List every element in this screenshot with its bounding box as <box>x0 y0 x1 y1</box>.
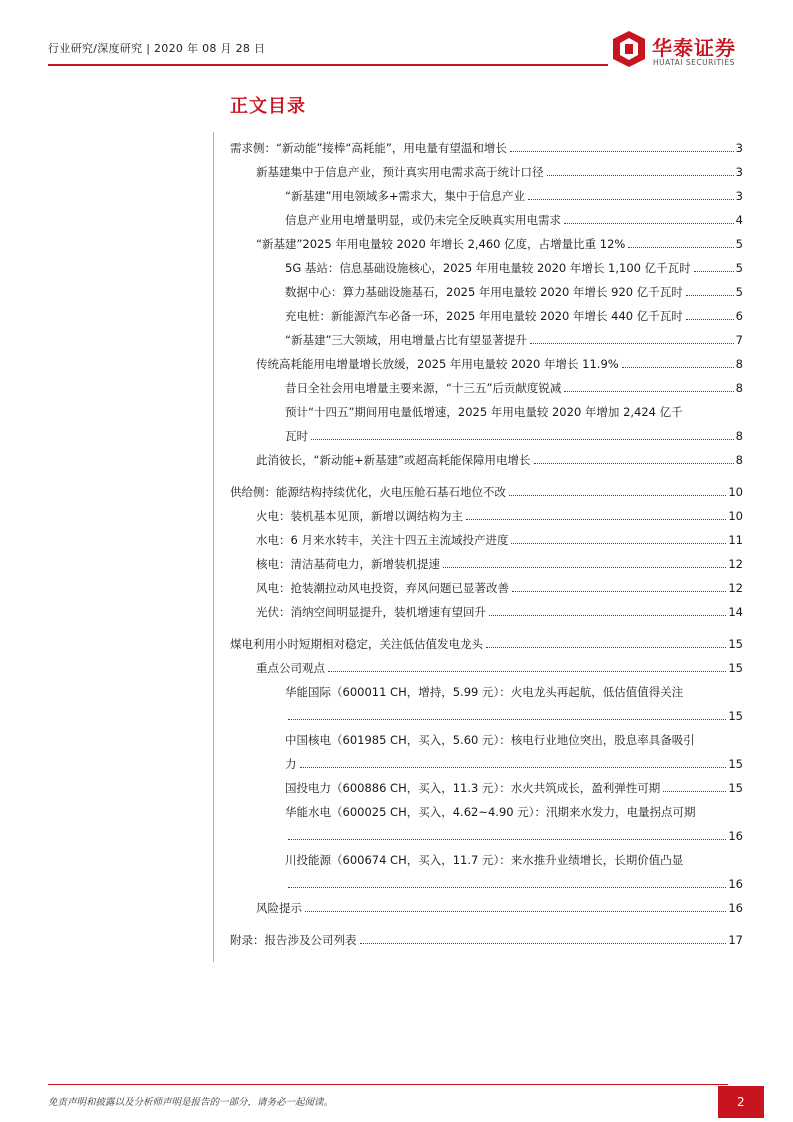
toc-entry[interactable]: 附录：报告涉及公司列表 17 <box>230 933 743 947</box>
toc-entry[interactable]: 川投能源（600674 CH，买入，11.7 元）：来水推升业绩增长，长期价值凸显 <box>285 853 684 867</box>
toc-entry[interactable]: 重点公司观点 15 <box>256 661 743 675</box>
toc-entry-continuation[interactable]: 15 <box>285 708 743 724</box>
toc-entry[interactable]: 供给侧：能源结构持续优化，火电压舱石基石地位不改 10 <box>230 485 743 499</box>
logo-english-name: HUATAI SECURITIES <box>653 58 735 67</box>
footer-disclaimer: 免责声明和披露以及分析师声明是报告的一部分，请务必一起阅读。 <box>48 1097 334 1108</box>
toc-entry[interactable]: 信息产业用电增量明显，或仍未完全反映真实用电需求 4 <box>285 213 743 227</box>
toc-entry-continuation[interactable]: 16 <box>285 876 743 892</box>
toc-entry[interactable]: 煤电利用小时短期相对稳定，关注低估值发电龙头 15 <box>230 637 743 651</box>
toc-entry[interactable]: 需求侧：“新动能”接棒“高耗能”，用电量有望温和增长 3 <box>230 141 743 155</box>
toc-entry[interactable]: 光伏：消纳空间明显提升，装机增速有望回升 14 <box>256 605 743 619</box>
toc-entry[interactable]: 预计“十四五”期间用电量低增速，2025 年用电量较 2020 年增加 2,424 亿千 <box>285 405 683 419</box>
toc-entry[interactable]: 风电：抢装潮拉动风电投资，弃风问题已显著改善 12 <box>256 581 743 595</box>
toc-entry-continuation[interactable]: 16 <box>285 828 743 844</box>
toc-entry[interactable]: 华能水电（600025 CH，买入，4.62~4.90 元）：汛期来水发力，电量拐点可期 <box>285 805 696 819</box>
toc-entry[interactable]: 新基建集中于信息产业，预计真实用电需求高于统计口径 3 <box>256 165 743 179</box>
toc-title: 正文目录 <box>230 96 306 117</box>
toc-entry[interactable]: 中国核电（601985 CH，买入，5.60 元）：核电行业地位突出，股息率具备吸引 <box>285 733 695 747</box>
toc-entry[interactable]: 华能国际（600011 CH，增持，5.99 元）：火电龙头再起航，低估值值得关注 <box>285 685 684 699</box>
toc-entry[interactable]: 数据中心：算力基础设施基石，2025 年用电量较 2020 年增长 920 亿千瓦时 5 <box>285 285 743 299</box>
toc-entry-continuation[interactable]: 力 15 <box>285 757 743 771</box>
toc-entry[interactable]: “新基建”2025 年用电量较 2020 年增长 2,460 亿度，占增量比重 12% 5 <box>256 237 743 251</box>
toc-entry-continuation[interactable]: 瓦时 8 <box>285 429 743 443</box>
header-report-type-date: 行业研究/深度研究 | 2020 年 08 月 28 日 <box>48 42 266 55</box>
toc-entry[interactable]: “新基建”三大领域，用电增量占比有望显著提升 7 <box>285 333 743 347</box>
toc-entry[interactable]: 此消彼长，“新动能+新基建”或超高耗能保障用电增长 8 <box>256 453 743 467</box>
toc-entry[interactable]: 国投电力（600886 CH，买入，11.3 元）：水火共筑成长，盈利弹性可期 15 <box>285 781 743 795</box>
toc-entry[interactable]: 传统高耗能用电增量增长放缓，2025 年用电量较 2020 年增长 11.9% 8 <box>256 357 743 371</box>
toc-entry[interactable]: 核电：清洁基荷电力，新增装机提速 12 <box>256 557 743 571</box>
footer-rule <box>48 1084 728 1085</box>
toc-entry[interactable]: 昔日全社会用电增量主要来源，“十三五”后贡献度锐减 8 <box>285 381 743 395</box>
toc-entry[interactable]: 5G 基站：信息基础设施核心，2025 年用电量较 2020 年增长 1,100 亿千瓦时 5 <box>285 261 743 275</box>
toc-entry[interactable]: 风险提示 16 <box>256 901 743 915</box>
logo-chinese-name: 华泰证券 <box>652 36 736 60</box>
toc-entry[interactable]: “新基建”用电领域多+需求大，集中于信息产业 3 <box>285 189 743 203</box>
toc-entry[interactable]: 火电：装机基本见顶，新增以调结构为主 10 <box>256 509 743 523</box>
page-number: 2 <box>737 1095 745 1109</box>
toc-entry[interactable]: 充电桩：新能源汽车必备一环，2025 年用电量较 2020 年增长 440 亿千瓦时 6 <box>285 309 743 323</box>
toc-entry[interactable]: 水电：6 月来水转丰，关注十四五主流域投产进度 11 <box>256 533 743 547</box>
